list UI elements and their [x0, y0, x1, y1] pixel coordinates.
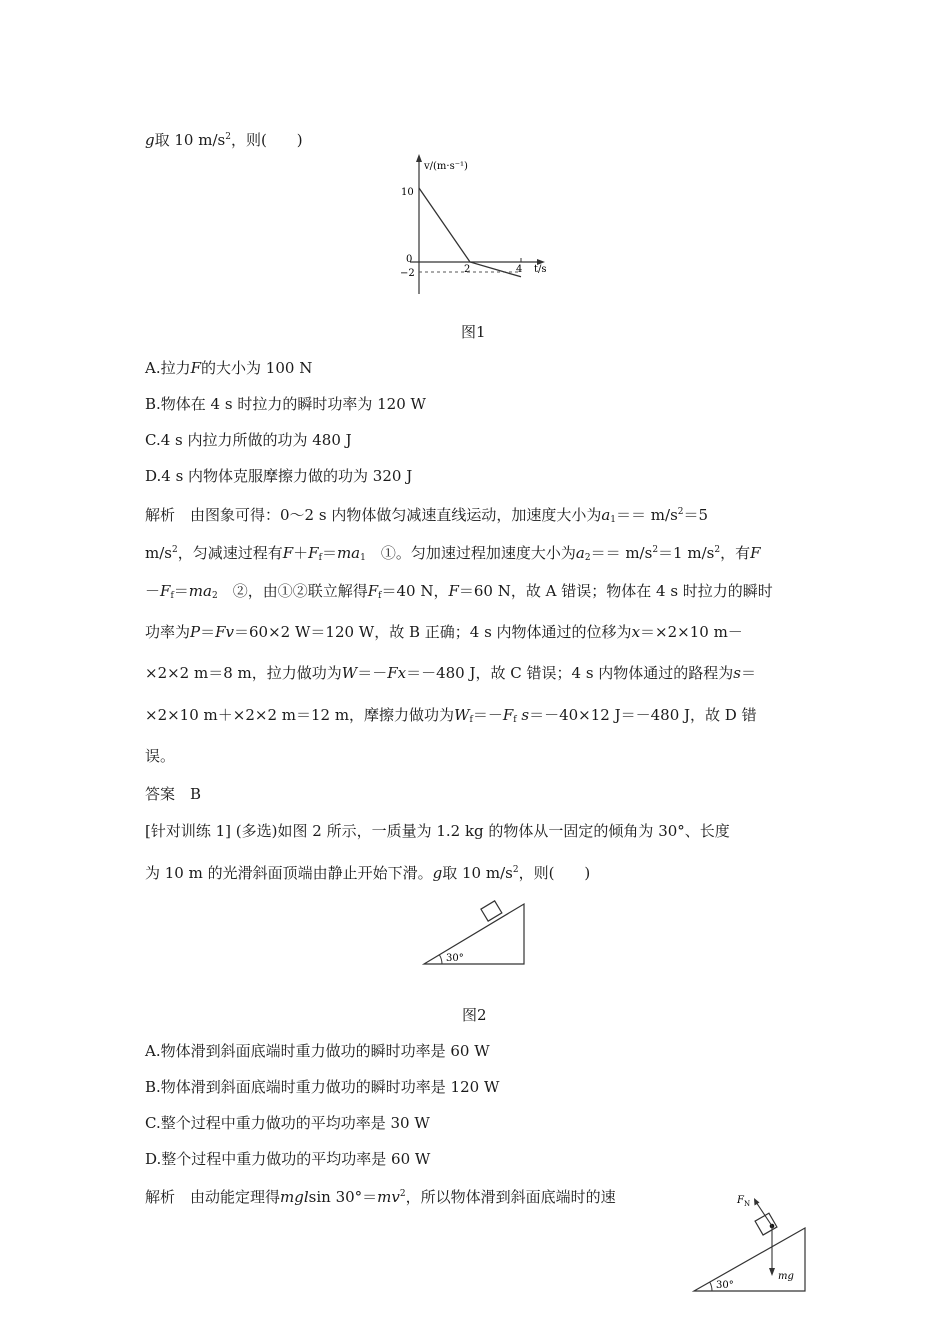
force-diagram	[690, 1188, 815, 1298]
option-b: B.物体在 4 s 时拉力的瞬时功率为 120 W	[145, 395, 426, 413]
incline-triangle	[424, 904, 524, 964]
analysis1-line7: 误。	[145, 747, 176, 765]
analysis1-line2: $m/s^2$，匀减速过程有$F+F_f=ma_1$ ①。匀加速过程加速度大小为$a_2== m/s^2=1$ $m/s^2$，有F	[145, 544, 761, 563]
angle-arc-2	[710, 1282, 712, 1291]
gravity-label: mg	[778, 1271, 794, 1282]
figure-2-caption: 图2	[462, 1006, 487, 1024]
option-d: D.4 s 内物体克服摩擦力做的功为 320 J	[145, 467, 413, 485]
analysis1-line5: ×2×2 m＝8 m，拉力做功为W＝－Fx＝－480 J，故 C 错误；4 s 内物体通过的路程为s＝	[145, 664, 757, 682]
option2-c: C.整个过程中重力做功的平均功率是 30 W	[145, 1114, 430, 1132]
analysis1-line4: 功率为P＝Fv＝60×2 W＝120 W，故 B 正确；4 s 内物体通过的位移为x＝×2×10 m－	[145, 623, 743, 641]
angle-label-2: 30°	[716, 1280, 734, 1291]
y-tick-0: 0	[406, 254, 413, 265]
figure-1-caption: 图1	[461, 323, 486, 341]
y-axis-arrow	[416, 154, 422, 162]
angle-arc	[440, 955, 443, 964]
x-tick-2: 2	[464, 264, 471, 275]
option2-b: B.物体滑到斜面底端时重力做功的瞬时功率是 120 W	[145, 1078, 500, 1096]
analysis1-line6: ×2×10 m＋×2×2 m＝12 m，摩擦力做功为$W_f=-F_f$ s＝－40×12 J＝－480 J，故 D 错	[145, 706, 757, 725]
y-tick-10: 10	[401, 187, 414, 198]
velocity-time-graph	[390, 150, 560, 300]
intro-line: g取 10 $m/s^2$，则( )	[145, 131, 303, 149]
incline-diagram	[420, 895, 530, 970]
x-tick-4: 4	[516, 264, 523, 275]
angle-label: 30°	[446, 953, 464, 964]
analysis2-line1: 解析 由动能定理得mglsin $30^\circ=mv^2$，所以物体滑到斜面底端时的速	[145, 1188, 616, 1206]
analysis1-line1: 解析 由图象可得：0～2 s 内物体做匀减速直线运动，加速度大小为$a_1== m/s^2=5$	[145, 506, 709, 525]
answer-1: 答案 B	[145, 785, 202, 803]
x-axis-label: t/s	[534, 264, 547, 275]
training1-line1: [针对训练 1] (多选)如图 2 所示，一质量为 1.2 kg 的物体从一固定的倾角为 30°、长度	[145, 822, 730, 840]
block-on-incline	[481, 901, 502, 921]
normal-force-arrowhead	[754, 1198, 760, 1206]
analysis1-line3: $-F_f=ma_2$ ②，由①②联立解得$F_f=40$ N，F＝60 N，故 A 错误；物体在 4 s 时拉力的瞬时	[145, 582, 773, 601]
training1-line2: 为 10 m 的光滑斜面顶端由静止开始下滑。g取 10 $m/s^2$，则( )	[145, 864, 591, 882]
gravity-arrowhead	[769, 1268, 775, 1276]
option-a: A.拉力F的大小为 100 N	[145, 359, 313, 377]
y-tick-neg2: −2	[400, 268, 415, 279]
option-c: C.4 s 内拉力所做的功为 480 J	[145, 431, 352, 449]
option2-d: D.整个过程中重力做功的平均功率是 60 W	[145, 1150, 431, 1168]
y-axis-label: v/(m·s⁻¹)	[424, 161, 468, 172]
normal-force-label: $F_N$	[737, 1195, 751, 1208]
option2-a: A.物体滑到斜面底端时重力做功的瞬时功率是 60 W	[145, 1042, 490, 1060]
